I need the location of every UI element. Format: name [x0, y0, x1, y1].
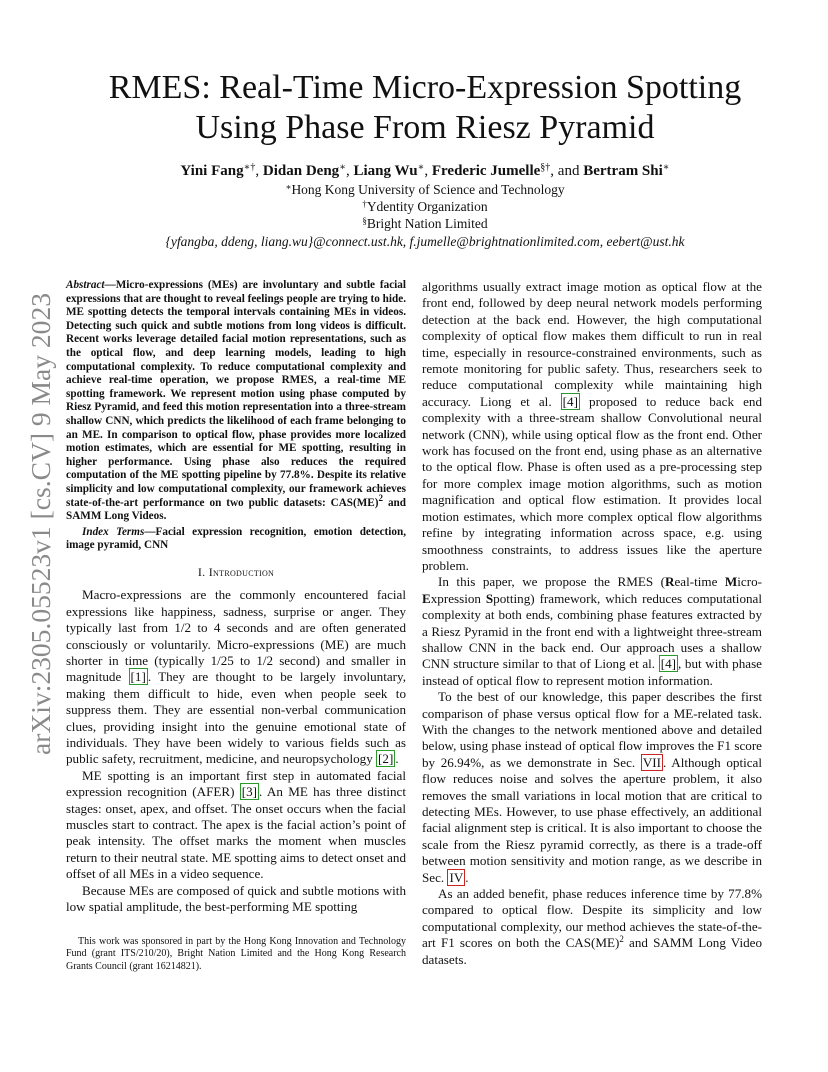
abstract-label: Abstract [66, 279, 105, 291]
author-separator: , [424, 163, 432, 179]
index-terms-text: —Facial expression recognition, emotion detection, image pyramid, CNN [66, 525, 406, 552]
affiliation-text: Ydentity Organization [366, 199, 488, 214]
intro-paragraph-1 [66, 587, 406, 767]
title-line-2: Using Phase From Riesz Pyramid [195, 109, 655, 146]
index-terms [66, 526, 406, 553]
section-title: Introduction [208, 564, 275, 579]
author-marks: ∗ [339, 162, 346, 173]
paragraph-text: xpression [430, 590, 486, 606]
acronym-letter: E [422, 590, 431, 606]
author-name: Frederic Jumelle [431, 163, 541, 179]
affiliation-mark: † [362, 199, 367, 209]
paragraph-text: algorithms usually extract image motion as optical flow at the front end, followed by deep neural network models performing detection at the back end. However, the high computational complexity of optical flow makes them difficult to run in real time, especially in resource-constrained environments, such as remote monitoring for public safety. Thus, researchers seek to reduce computational complexity while maintaining high accuracy. Liong et al. [422, 279, 762, 409]
affiliation-hkust [80, 181, 770, 198]
right-paragraph-2 [422, 574, 762, 689]
author-marks: ∗ [662, 162, 670, 173]
paragraph-text: As an added benefit, phase reduces inference time by 77.8% compared to optical flow. Despite its simplicity and low computational complexity, our method achieves the state-of-the-art F1 scores on both the CAS(ME) [422, 886, 762, 951]
citation-link[interactable]: [2] [378, 751, 394, 767]
right-column [422, 279, 762, 968]
paragraph-text: . They are thought to be largely involuntary, making them difficult to hide, even when people seek to suppress them. They are essential non-verbal communication clues, providing insight into the genuine emotional state of individuals. They have been widely to various fields such as public safety, recruitment, medicine, and neuropsychology [66, 669, 406, 767]
abstract-end: and SAMM Long Videos. [66, 496, 406, 523]
author-name: Yini Fang [180, 163, 244, 179]
right-paragraph-3 [422, 689, 762, 886]
right-paragraph-1 [422, 279, 762, 574]
author-name: Bertram Shi [583, 163, 663, 179]
paragraph-text: To the best of our knowledge, this paper describes the first comparison of phase versus optical flow for a ME-related task. With the changes to the network mentioned above and detailed below, using phase instead of optical flow improves the F1 score by 26.94%, as we demonstrate in Sec. [422, 689, 762, 770]
paragraph-text: , but with phase instead of optical flow to represent motion information. [422, 656, 762, 688]
left-column [66, 279, 406, 915]
abstract [66, 279, 406, 524]
author-marks: §† [540, 162, 551, 173]
author-separator: , [255, 163, 263, 179]
paragraph-text: . [395, 751, 399, 767]
paragraph-text: icro- [737, 574, 762, 590]
citation-link[interactable]: [3] [241, 784, 258, 800]
citation-link[interactable]: [4] [562, 393, 578, 409]
paragraph-text: . An ME has three distinct stages: onset, apex, and offset. The onset occurs when the facial muscles start to contract. The apex is the facial action’s point of peak intensity. The offset marks the moment when muscles return to their neutral state. ME spotting aims to detect onset and offset of all MEs in a video sequence. [66, 784, 406, 882]
section-reference-link[interactable]: IV [449, 869, 464, 885]
intro-paragraph-2 [66, 768, 406, 883]
section-reference-link[interactable]: VII [642, 754, 662, 770]
author-separator: , [345, 163, 354, 179]
arxiv-side-stamp [12, 285, 60, 765]
author-marks: ∗ [417, 162, 425, 173]
paragraph-text: and SAMM Long Video datasets. [422, 935, 763, 967]
author-name: Didan Deng [262, 163, 340, 179]
paragraph-text: Macro-expressions are the commonly encountered facial expressions like happiness, sadness, surprise or anger. They typically last from 1/2 to 4 seconds and are often generated consciously or voluntarily. Micro-expressions (ME) are much shorter in time (typically 1/25 to 1/2 second) and smaller in magnitude [66, 587, 406, 685]
paragraph-text: potting) framework, which reduces computational complexity at both ends, combining phase features extracted by a Riesz Pyramid in the front end with a lightweight three-stream shallow CNN in the back end. Our approach uses a shallow CNN structure similar to that of Liong et al. [422, 590, 762, 672]
acronym-letter: R [665, 574, 675, 590]
paragraph-text: ME spotting is an important first step in automated facial expression recognition (AFER) [66, 767, 406, 800]
funding-note: This work was sponsored in part by the Hong Kong Innovation and Technology Fund (grant ITS/210/20), Bright Nation Limited and the Hong Kong Research Grants Council (grant 16214821). [66, 936, 406, 972]
author-emails: {yfangba, ddeng, liang.wu}@connect.ust.hk, f.jumelle@brightnationlimited.com, eebert@ust.hk [165, 234, 685, 249]
author-marks: ∗† [243, 162, 256, 173]
acronym-letter: S [485, 590, 494, 606]
author-separator: , and [550, 163, 584, 179]
paragraph-text: . [465, 869, 469, 885]
title-line-1: RMES: Real-Time Micro-Expression Spotting [108, 69, 742, 106]
superscript: 2 [619, 934, 624, 945]
index-terms-label: Index Terms [82, 525, 145, 538]
paragraph-text: eal-time [674, 574, 725, 590]
paragraph-text: proposed to reduce back end complexity with a three-stream shallow Convolutional neural network (CNN), while using optical flow as the front end. Other work has focused on the front end, using phase as an alternative to the optical flow. Phase is often used as a pre-processing step for more complex image motion algorithms, such as motion magnification and optical flow estimation. It provides local motion estimates, which more complex optical flow algorithms refine by integrating information across space, e.g. using smoothness constraints, to address issues like the aperture problem. [422, 393, 762, 573]
footnote [66, 936, 406, 973]
citation-link[interactable]: [4] [660, 656, 676, 672]
affiliation-text: Hong Kong University of Science and Technology [291, 182, 565, 197]
abstract-text: —Micro-expressions (MEs) are involuntary and subtle facial expressions that are thought to reveal feelings people are trying to hide. ME spotting detects the temporal intervals containing MEs in videos. Detecting such quick and subtle motions from long videos is difficult. Recent works leverage detailed facial motion representations, such as the optical flow, and deep learning models, leading to high computational complexity. To reduce computational complexity and achieve real-time operation, we propose RMES, a real-time ME spotting framework. We represent motion using phase computed by Riesz Pyramid, and feed this motion representation into a three-stream shallow CNN, which predicts the likelihood of each frame belonging to an ME. In comparison to optical flow, phase provides more localized motion estimates, which are essential for ME spotting, resulting in higher performance. Using phase also reduces the required computation of the ME spotting pipeline by 77.8%. Despite its relative simplicity and low computational complexity, our framework achieves state-of-the-art performance on two public datasets: CAS(ME) [66, 279, 406, 509]
affiliation-bright-nation [80, 215, 770, 232]
affiliation-mark: ∗ [285, 182, 292, 192]
abstract-superscript: 2 [378, 492, 383, 503]
affiliation-ydentity [80, 198, 770, 215]
paper-title [80, 68, 770, 148]
acronym-letter: M [724, 574, 738, 590]
arxiv-identifier: arXiv:2305.05523v1 [cs.CV] 9 May 2023 [26, 302, 56, 755]
author-name: Liang Wu [353, 163, 418, 179]
citation-link[interactable]: [1] [130, 669, 146, 685]
paragraph-text: In this paper, we propose the RMES ( [438, 574, 666, 590]
section-numeral: I. [197, 564, 209, 579]
affiliation-text: Bright Nation Limited [366, 216, 488, 231]
affiliation-mark: § [362, 216, 367, 226]
author-list [80, 161, 770, 181]
intro-paragraph-3: Because MEs are composed of quick and subtle motions with low spatial amplitude, the best-performing ME spotting [66, 882, 406, 914]
right-paragraph-4 [422, 886, 762, 968]
section-heading-introduction [66, 564, 406, 580]
paragraph-text: . Although optical flow reduces noise and solves the aperture problem, it also removes the small variations in local motion that are critical to detecting MEs. However, to use phase effectively, an additional facial alignment step is critical. It is also important to choose the scale from the Riesz pyramid correctly, as there is a trade-off between motion sensitivity and motion range, as we describe in Sec. [422, 754, 762, 885]
